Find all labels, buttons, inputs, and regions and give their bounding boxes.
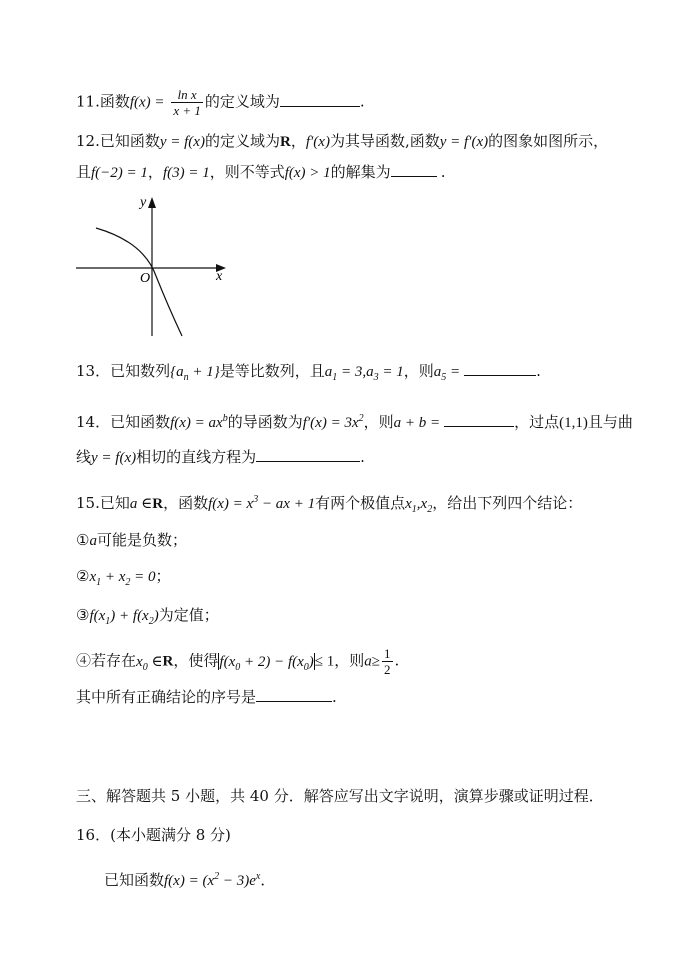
q15-option-1: ①a可能是负数； — [76, 531, 187, 549]
q12-answer-blank[interactable] — [391, 163, 437, 177]
y-axis-label: y — [140, 195, 147, 210]
q14-answer-blank-2[interactable] — [256, 448, 360, 462]
question-16-label: 16．(本小题满分 8 分) — [76, 826, 231, 844]
derivative-graph — [70, 190, 240, 340]
q15-one-half: $\frac{1}{2}$ — [384, 646, 391, 677]
q15-answer-blank[interactable] — [256, 688, 332, 702]
q15-option-3: $③f(x_1) + f(x_2)$为定值； — [76, 606, 219, 627]
q14-answer-blank-1[interactable] — [444, 413, 514, 427]
origin-label: O — [140, 271, 151, 286]
derivative-curve — [96, 228, 182, 336]
question-15-stem: 15.已知a ∈R，函数$f(x) = x^3$ − ax + 1有两个极值点$x_1,x_2$，给出下列四个结论： — [76, 494, 583, 515]
question-13: 13．已知数列$\{a_n + 1\}$是等比数列，且$a_1 = 3,a_3 = 1$，则$a_5$ = . — [76, 362, 541, 383]
q15-option-4: ④若存在$x_0$ ∈R，使得$f(x_0 + 2) - f(x_0)\le 1$，则a≥ $\frac{1}{2}$ . — [76, 646, 400, 677]
q13-answer-blank[interactable] — [464, 362, 536, 376]
q15-option-2: $②x_1 + x_2 = 0$； — [76, 567, 171, 588]
question-14-line1: 14．已知函数$f(x) = ax^b$的导函数为$f'(x) = 3x^2$，则a + b = ，过点(1,1)且与曲 — [76, 413, 633, 431]
question-11: 11.函数f(x) = $\frac{\text{ln x}}{x + 1}$ 的定义域为 . — [76, 87, 365, 118]
question-12-line1: 12.已知函数y = f(x)的定义域为R，f′(x)为其导函数,函数y = f′(x)的图象如图所示， — [76, 132, 609, 150]
q11-answer-blank[interactable] — [280, 93, 360, 107]
x-axis-label: x — [216, 269, 223, 284]
q11-label: 11.函数 — [76, 92, 130, 111]
section-3-heading: 三、解答题共 5 小题，共 40 分．解答应写出文字说明，演算步骤或证明过程． — [76, 787, 604, 805]
question-16-text: 已知函数$f(x) = (x^2 - 3)e^x$． — [104, 871, 276, 889]
q11-function: f(x) = — [129, 94, 165, 111]
q15-final: 其中所有正确结论的序号是 . — [76, 688, 337, 706]
question-12-line2: 且f(−2) = 1，f(3) = 1，则不等式f(x) > 1的解集为 . — [76, 163, 446, 181]
q11-fraction: $\frac{\text{ln x}}{x + 1}$ — [173, 87, 201, 118]
question-14-line2: 线y = f(x)相切的直线方程为 . — [76, 448, 365, 466]
q11-text: 的定义域为 — [204, 92, 280, 111]
y-axis-arrow-icon — [148, 197, 156, 208]
